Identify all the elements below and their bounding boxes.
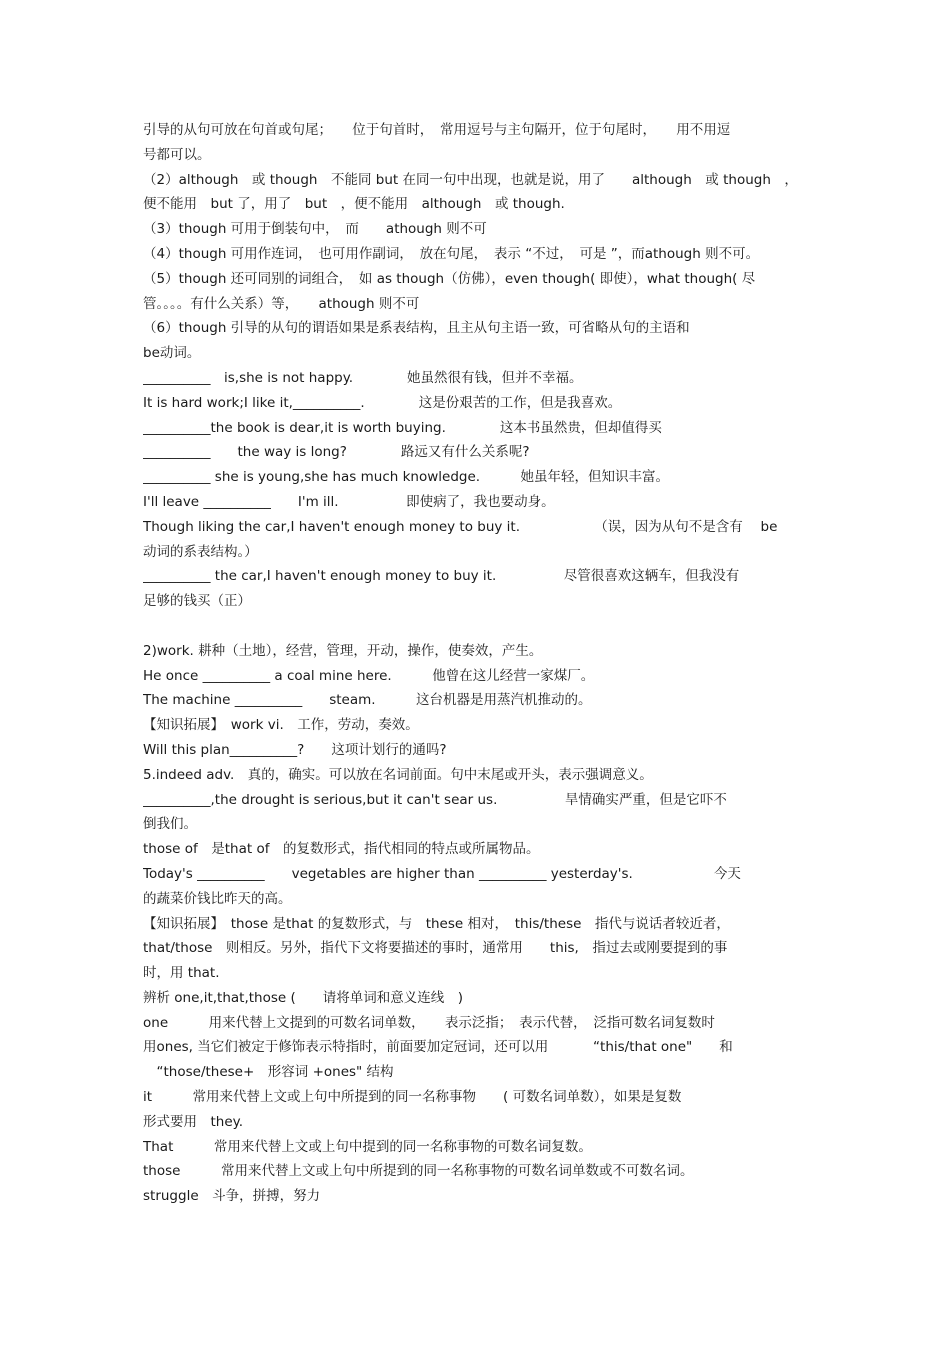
text-line: 2)work. 耕种（土地），经营，管理，开动，操作，使奏效，产生。 [143,642,543,659]
text-line: 辨析 one,it,that,those ( 请将单词和意义连线 ) [143,989,464,1006]
text-line [143,614,811,639]
text-line: those of 是that of 的复数形式，指代相同的特点或所属物品。 [143,841,540,858]
text-line: 用ones, 当它们被定于修饰表示特指时，前面要加定冠词，还可以用 “this/that one" 和 [143,1039,733,1056]
text-line: He once __________ a coal mine here. 他曾在这儿经营一家煤厂。 [143,667,595,684]
text-line: （5）though 还可同别的词组合， 如 as though（仿佛），even though( 即使），what though( 尽 [143,270,756,287]
text-line: The machine __________ steam. 这台机器是用蒸汽机推动的。 [143,692,592,709]
text-line: 形式要用 they. [143,1113,244,1130]
text-line: it 常用来代替上文或上句中所提到的同一名称事物 ( 可数名词单数），如果是复数 [143,1089,682,1106]
text-line: 管。。。。有什么关系）等， athough 则不可 [143,295,420,312]
text-line: （4）though 可用作连词， 也可用作副词， 放在句尾， 表示 “不过， 可是 ”，而athough 则不可。 [143,245,760,262]
text-line: struggle 斗争，拼搏，努力 [143,1188,321,1205]
text-line: That 常用来代替上文或上句中提到的同一名称事物的可数名词复数。 [143,1138,592,1155]
text-line: that/those 则相反。另外，指代下文将要描述的事时，通常用 this, 指过去或刚要提到的事 [143,940,728,957]
text-line: be动词。 [143,345,201,362]
text-line: Today's __________ vegetables are higher than __________ yesterday's. 今天 [143,865,741,882]
text-line: 引导的从句可放在句首或句尾； 位于句首时， 常用逗号与主句隔开，位于句尾时， 用不用逗 [143,122,731,138]
text-line: __________ is,she is not happy. 她虽然很有钱，但并不幸福。 [143,369,583,386]
text-line: 的蔬菜价钱比昨天的高。 [143,890,292,907]
text-line: Will this plan__________? 这项计划行的通吗? [143,741,447,758]
text-line: “those/these+ 形容词 +ones" 结构 [143,1064,394,1081]
document-body [143,118,811,1209]
text-line: 5.indeed adv. 真的，确实。可以放在名词前面。句中末尾或开头，表示强调意义。 [143,766,653,783]
text-line: （2）although 或 though 不能同 but 在同一句中出现，也就是说，用了 although 或 though ， [143,171,798,188]
text-line: 倒我们。 [143,816,197,833]
text-line: （3）though 可用于倒装句中， 而 athough 则不可 [143,221,487,238]
text-line: （6）though 引导的从句的谓语如果是系表结构，且主从句主语一致，可省略从句的主语和 [143,320,690,337]
text-line: It is hard work;I like it,__________. 这是份艰苦的工作，但是我喜欢。 [143,394,622,411]
text-line: 时，用 that. [143,965,220,982]
text-line: 号都可以。 [143,146,211,163]
text-line: 【知识拓展】 those 是that 的复数形式，与 these 相对， this/these 指代与说话者较近者， [143,915,730,932]
text-line: __________ the car,I haven't enough money to buy it. 尽管很喜欢这辆车，但我没有 [143,568,740,585]
text-line: 便不能用 but 了，用了 but ，便不能用 although 或 though. [143,196,565,213]
text-line: I'll leave __________ I'm ill. 即使病了，我也要动身。 [143,493,555,510]
text-line: Though liking the car,I haven't enough money to buy it. （误，因为从句不是含有 be [143,518,778,535]
text-line: __________ she is young,she has much knowledge. 她虽年轻，但知识丰富。 [143,469,670,486]
text-line: __________the book is dear,it is worth buying. 这本书虽然贵，但却值得买 [143,419,662,436]
text-line: __________ the way is long? 路远又有什么关系呢? [143,444,530,461]
text-line: 动词的系表结构。） [143,543,258,560]
text-line: one 用来代替上文提到的可数名词单数， 表示泛指； 表示代替， 泛指可数名词复数时 [143,1014,715,1031]
text-line: __________,the drought is serious,but it can't sear us. 旱情确实严重，但是它吓不 [143,791,727,808]
text-line: 【知识拓展】 work vi. 工作，劳动，奏效。 [143,717,419,734]
text-line: 足够的钱买（正） [143,593,251,610]
text-line: those 常用来代替上文或上句中所提到的同一名称事物的可数名词单数或不可数名词。 [143,1163,694,1180]
